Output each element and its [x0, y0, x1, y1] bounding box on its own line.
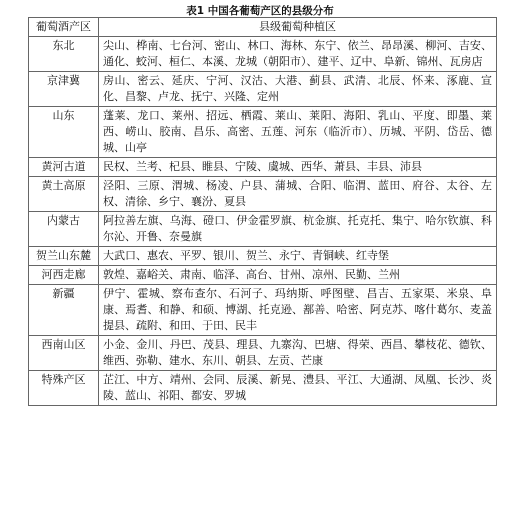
- county-list: 伊宁、霍城、察布查尔、石河子、玛纳斯、呼图壁、昌吉、五家渠、米泉、阜康、焉耆、和静、和硕、博湖、托克逊、鄯善、哈密、阿克苏、喀什葛尔、麦盖提县、疏附、和田、于田、民丰: [99, 285, 497, 336]
- table-header-row: [29, 18, 497, 37]
- county-distribution-table: [28, 17, 497, 406]
- table-caption: 表1 中国各葡萄产区的县级分布: [186, 5, 334, 17]
- region-name: 河西走廊: [29, 266, 99, 285]
- region-name: 特殊产区: [29, 371, 99, 406]
- table-row: [29, 37, 497, 72]
- county-list: 小金、金川、丹巴、茂县、理县、九寨沟、巴塘、得荣、西昌、攀枝花、德钦、维西、弥勒、建水、东川、朝县、左贡、芒康: [99, 336, 497, 371]
- table-row: [29, 371, 497, 406]
- table-row: [29, 266, 497, 285]
- table-row: [29, 212, 497, 247]
- region-name: 黄土高原: [29, 177, 99, 212]
- region-name: 山东: [29, 107, 99, 158]
- region-name: 新疆: [29, 285, 99, 336]
- region-name: 东北: [29, 37, 99, 72]
- county-list: 尖山、桦南、七台河、密山、林口、海林、东宁、依兰、昂昂溪、柳河、吉安、通化、蛟河、桓仁、本溪、龙城（朝阳市）、建平、辽中、阜新、锦州、瓦房店: [99, 37, 497, 72]
- region-name: 京津冀: [29, 72, 99, 107]
- county-list: 阿拉善左旗、乌海、磴口、伊金霍罗旗、杭金旗、托克托、集宁、哈尔钦旗、科尔沁、开鲁、奈曼旗: [99, 212, 497, 247]
- table-row: [29, 72, 497, 107]
- county-list: 民权、兰考、杞县、睢县、宁陵、虞城、西华、萧县、丰县、沛县: [99, 158, 497, 177]
- county-list: 芷江、中方、靖州、会同、辰溪、新晃、澧县、平江、大通湖、凤凰、长沙、炎陵、蓝山、祁阳、都安、罗城: [99, 371, 497, 406]
- table-row: [29, 247, 497, 266]
- table-row: [29, 107, 497, 158]
- table-row: [29, 158, 497, 177]
- county-list: 敦煌、嘉峪关、肃南、临泽、高台、甘州、凉州、民勤、兰州: [99, 266, 497, 285]
- county-list: 蓬莱、龙口、莱州、招远、栖霞、莱山、莱阳、海阳、乳山、平度、即墨、莱西、崂山、胶南、昌乐、高密、五莲、河东（临沂市）、历城、平阴、岱岳、德城、山亭: [99, 107, 497, 158]
- header-county-planting-area: 县级葡萄种植区: [99, 18, 497, 37]
- county-list: 泾阳、三原、渭城、杨凌、户县、蒲城、合阳、临渭、蓝田、府谷、太谷、左权、清徐、乡宁、襄汾、夏县: [99, 177, 497, 212]
- region-name: 内蒙古: [29, 212, 99, 247]
- region-name: 西南山区: [29, 336, 99, 371]
- table-row: [29, 336, 497, 371]
- region-name: 贺兰山东麓: [29, 247, 99, 266]
- table-row: [29, 285, 497, 336]
- region-name: 黄河古道: [29, 158, 99, 177]
- table-row: [29, 177, 497, 212]
- header-wine-region: 葡萄酒产区: [29, 18, 99, 37]
- county-list: 大武口、惠农、平罗、银川、贺兰、永宁、青铜峡、红寺堡: [99, 247, 497, 266]
- county-list: 房山、密云、延庆、宁河、汉沽、大港、蓟县、武清、北辰、怀来、涿鹿、宣化、昌黎、卢龙、抚宁、兴隆、定州: [99, 72, 497, 107]
